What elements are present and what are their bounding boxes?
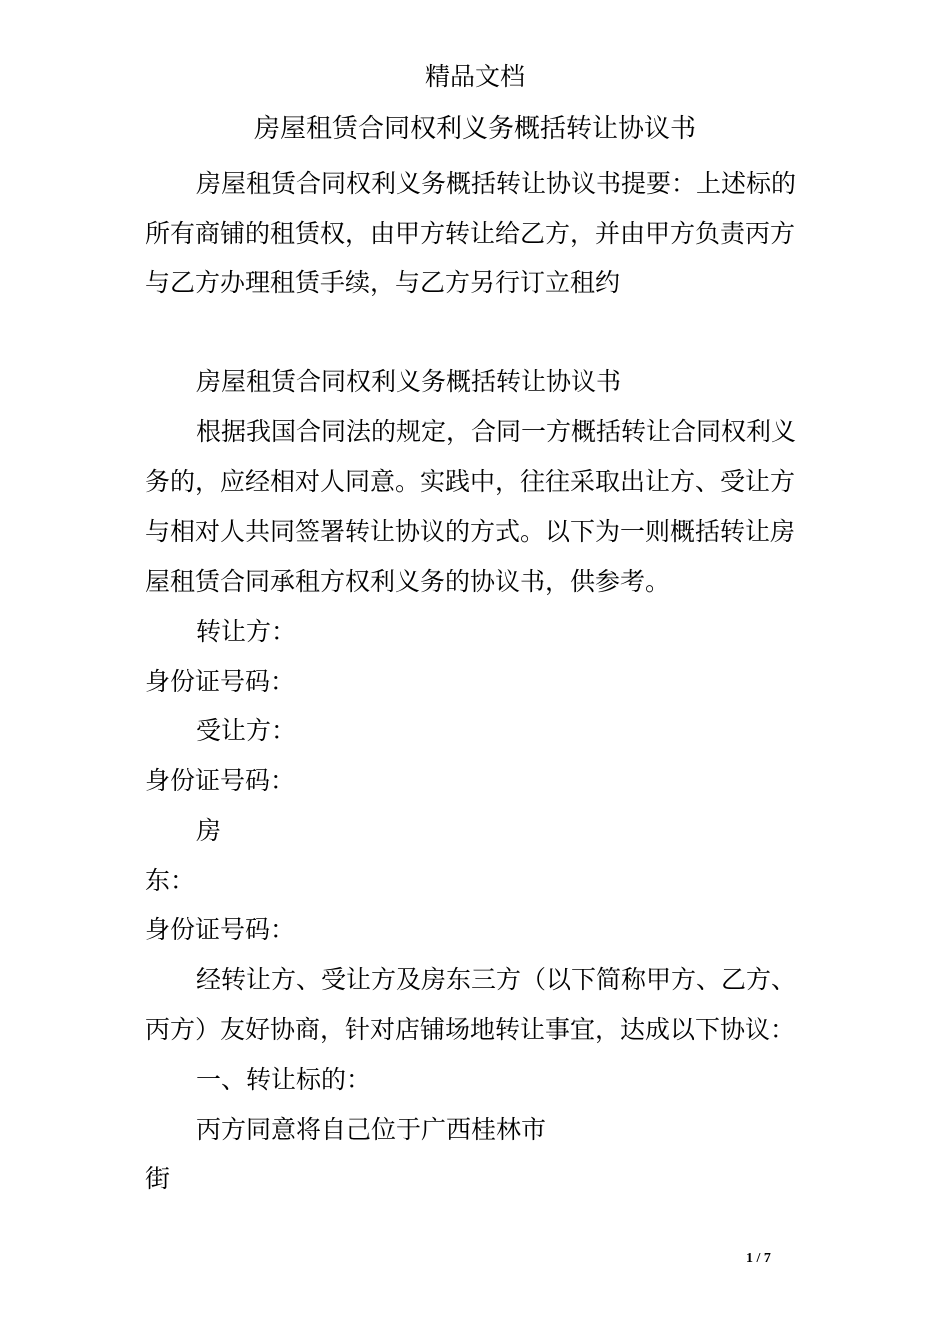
section1-line-1: 丙方同意将自己位于广西桂林市: [196, 1115, 547, 1144]
transferee-id-label: 身份证号码：: [145, 766, 296, 795]
page-number: 1 / 7: [746, 1251, 771, 1266]
section1-heading: 一、转让标的：: [196, 1065, 372, 1094]
agreement-line-1: 经转让方、受让方及房东三方（以下简称甲方、乙方、: [196, 965, 797, 994]
summary-line-1: 房屋租赁合同权利义务概括转让协议书提要：上述标的: [196, 169, 797, 198]
intro-line-4: 屋租赁合同承租方权利义务的协议书，供参考。: [145, 567, 671, 596]
landlord-id-label: 身份证号码：: [145, 915, 296, 944]
intro-line-1: 根据我国合同法的规定，合同一方概括转让合同权利义: [196, 417, 797, 446]
intro-line-3: 与相对人共同签署转让协议的方式。以下为一则概括转让房: [145, 517, 796, 546]
summary-line-2: 所有商铺的租赁权，由甲方转让给乙方，并由甲方负责丙方: [145, 219, 796, 248]
doc-header-label: 精品文档: [424, 62, 525, 91]
intro-line-2: 务的，应经相对人同意。实践中，往往采取出让方、受让方: [145, 467, 796, 496]
doc-title: 房屋租赁合同权利义务概括转让协议书: [253, 114, 696, 144]
transferee-label: 受让方：: [196, 716, 297, 745]
landlord-label-part2: 东：: [145, 866, 196, 895]
subtitle: 房屋租赁合同权利义务概括转让协议书: [196, 367, 622, 396]
transferor-id-label: 身份证号码：: [145, 667, 296, 696]
transferor-label: 转让方：: [196, 617, 297, 646]
summary-line-3: 与乙方办理租赁手续，与乙方另行订立租约: [145, 268, 621, 297]
landlord-label-part1: 房: [196, 816, 222, 845]
section1-line-2: 街: [145, 1164, 171, 1193]
agreement-line-2: 丙方）友好协商，针对店铺场地转让事宜，达成以下协议：: [145, 1015, 796, 1044]
